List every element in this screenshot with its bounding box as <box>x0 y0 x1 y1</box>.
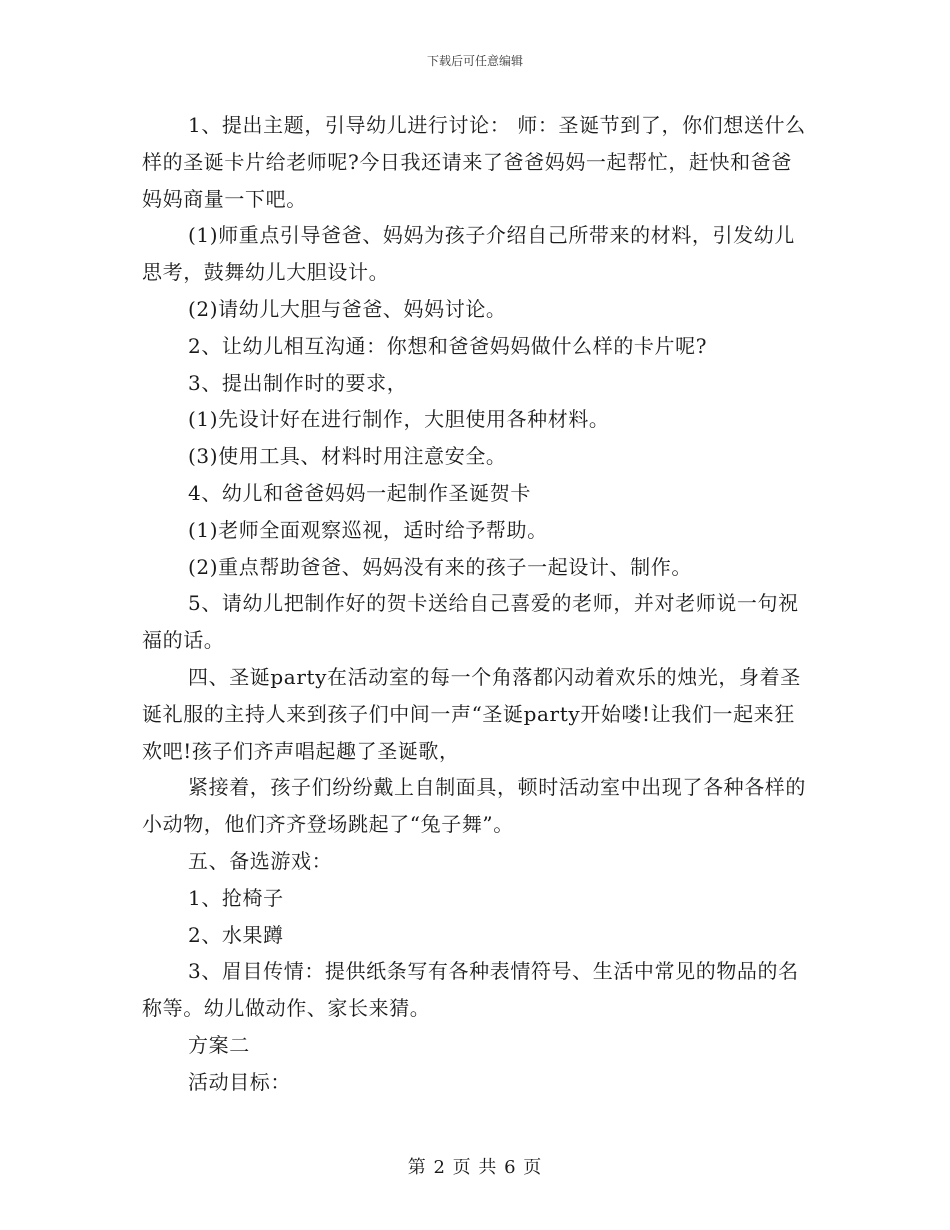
paragraph: (3)使用工具、材料时用注意安全。 <box>188 444 507 469</box>
paragraph: 2、让幼儿相互沟通：你想和爸爸妈妈做什么样的卡片呢? <box>188 333 708 358</box>
page-header: 下载后可任意编辑 <box>426 54 523 68</box>
document-body <box>142 107 810 1101</box>
paragraph: 3、眉目传情：提供纸条写有各种表情符号、生活中常见的物品的名称等。幼儿做动作、家长来猜。 <box>142 959 799 1021</box>
paragraph: (1)师重点引导爸爸、妈妈为孩子介绍自己所带来的材料，引发幼儿思考，鼓舞幼儿大胆设计。 <box>142 223 795 285</box>
paragraph: 4、幼儿和爸爸妈妈一起制作圣诞贺卡 <box>188 480 531 505</box>
paragraph: 1、抢椅子 <box>188 885 284 910</box>
paragraph: 3、提出制作时的要求， <box>188 370 408 395</box>
paragraph: 1、提出主题，引导幼儿进行讨论： 师：圣诞节到了，你们想送什么样的圣诞卡片给老师呢?今日我还请来了爸爸妈妈一起帮忙，赶快和爸爸妈妈商量一下吧。 <box>142 113 806 211</box>
paragraph: 5、请幼儿把制作好的贺卡送给自己喜爱的老师，并对老师说一句祝福的话。 <box>142 591 799 653</box>
page-number-footer: 第 2 页 共 6 页 <box>407 1157 543 1178</box>
paragraph: (2)重点帮助爸爸、妈妈没有来的孩子一起设计、制作。 <box>188 554 692 579</box>
paragraph: 活动目标： <box>188 1069 291 1094</box>
paragraph: 五、备选游戏： <box>188 848 333 873</box>
paragraph: 紧接着，孩子们纷纷戴上自制面具，顿时活动室中出现了各种各样的小动物，他们齐齐登场跳起了“兔子舞”。 <box>142 775 806 837</box>
paragraph: 方案二 <box>188 1032 250 1057</box>
paragraph: (2)请幼儿大胆与爸爸、妈妈讨论。 <box>188 296 507 321</box>
paragraph: 四、圣诞party在活动室的每一个角落都闪动着欢乐的烛光，身着圣诞礼服的主持人来到孩子们中间一声“圣诞party开始喽!让我们一起来狂欢吧!孩子们齐声唱起趣了圣诞歌， <box>142 664 801 763</box>
paragraph: (1)先设计好在进行制作，大胆使用各种材料。 <box>188 407 610 432</box>
paragraph: (1)老师全面观察巡视，适时给予帮助。 <box>188 517 548 542</box>
paragraph: 2、水果蹲 <box>188 922 284 947</box>
